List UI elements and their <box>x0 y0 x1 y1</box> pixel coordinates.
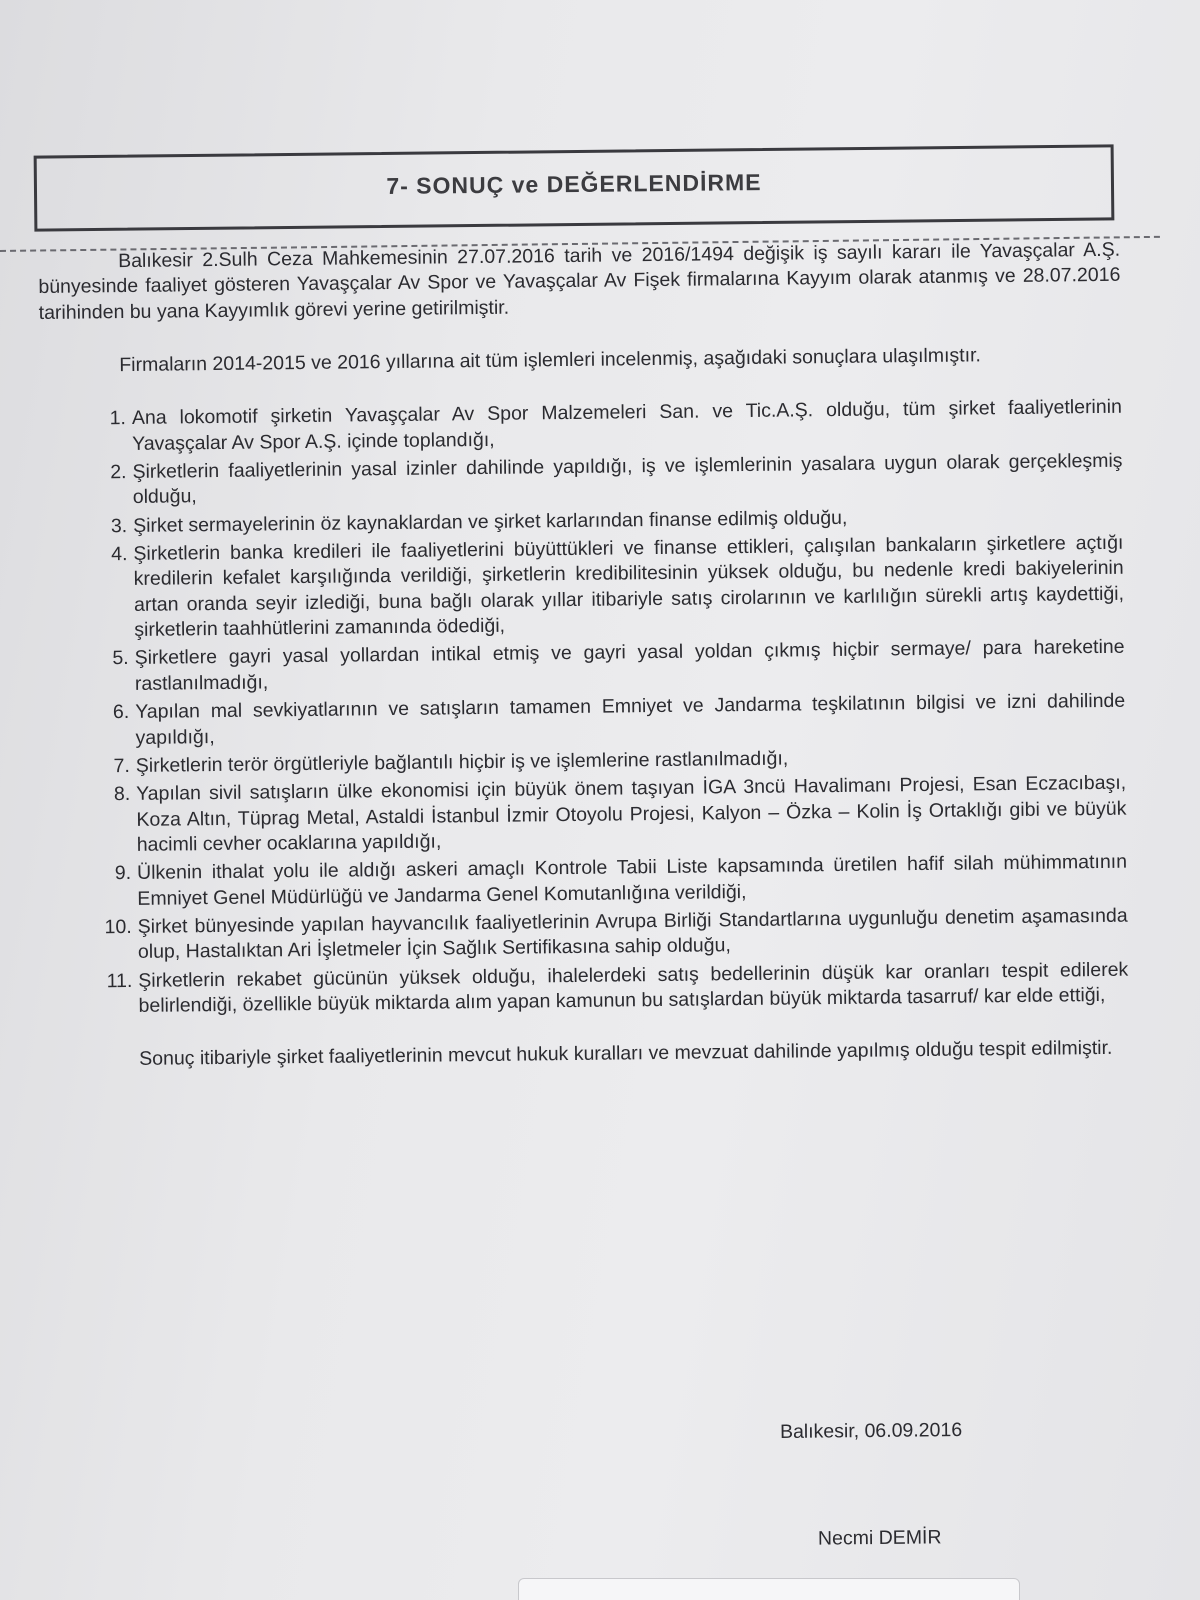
item-text: Şirketlere gayri yasal yollardan intikal etmiş ve gayri yasal yoldan çıkmış hiçbir sermaye/ para hareketine rastlanılmadığı, <box>134 636 1125 695</box>
item-number: 4. <box>111 543 128 566</box>
findings-list <box>40 395 1129 1020</box>
item-number: 3. <box>110 514 128 537</box>
list-item <box>41 531 1124 645</box>
item-number: 7. <box>113 754 130 778</box>
signer-name: Necmi DEMİR <box>817 1526 942 1550</box>
item-number: 11. <box>106 969 133 992</box>
intro-paragraph: Balıkesir 2.Sulh Ceza Mahkemesinin 27.07.2016 tarih ve 2016/1494 değişik iş sayılı kararı ile Yavaşçalar A.Ş. bünyesinde faaliyet gösteren Yavaşçalar Av Spor ve Yavaşçalar Av Fişek firmalarına Kayyım olarak atanmış ve 28.07.2016 tarihinden bu yana Kayyımlık görevi yerine getirilmiştir. <box>38 238 1121 324</box>
item-text: Şirket sermayelerinin öz kaynaklardan ve şirket karlarından finanse edilmiş olduğu, <box>133 506 848 537</box>
item-text: Şirket bünyesinde yapılan hayvancılık faaliyetlerinin Avrupa Birliği Standartlarına uygunluğu denetim aşamasında olup, Hastalıktan Ari İşletmeler İçin Sağlık Sertifikasına sahip olduğu, <box>137 904 1128 964</box>
paper-sticker <box>518 1578 1020 1600</box>
item-number: 8. <box>113 783 131 806</box>
list-item <box>40 395 1123 458</box>
document-body <box>38 238 1129 1074</box>
list-item <box>40 449 1123 512</box>
item-text: Yapılan sivil satışların ülke ekonomisi için büyük önem taşıyan İGA 3ncü Havalimanı Projesi, Esan Eczacıbaşı, Koza Altın, Tüprag Metal, Astaldi İstanbul İzmir Otoyolu Projesi, Kalyon – Özka – Kolin İş Ortaklığı gibi ve büyük hacimli cevher ocaklarına yapıldığı, <box>136 771 1127 856</box>
list-item <box>43 635 1126 698</box>
item-text: Ana lokomotif şirketin Yavaşçalar Av Spor Malzemeleri San. ve Tic.A.Ş. olduğu, tüm şirket faaliyetlerinin Yavaşçalar Av Spor A.Ş. içinde toplandığı, <box>131 396 1122 455</box>
lead-paragraph: Firmaların 2014-2015 ve 2016 yıllarına ait tüm işlemleri incelenmiş, aşağıdaki sonuçlara ulaşılmıştır. <box>119 344 982 377</box>
list-item <box>44 771 1127 859</box>
item-text: Şirketlerin rekabet gücünün yüksek olduğu, ihalelerdeki satış bedellerinin düşük kar oranları tespit edilerek belirlendiği, özellikle büyük miktarda alım yapan kamunun bu satışlardan büyük miktarda tasarruf/ kar elde ettiği, <box>138 958 1129 1017</box>
list-item <box>46 904 1129 967</box>
item-text: Şirketlerin faaliyetlerinin yasal izinler dahilinde yapıldığı, iş ve işlemlerinin yasalara uygun olarak gerçekleşmiş olduğu, <box>132 449 1123 509</box>
item-number: 5. <box>112 647 129 670</box>
list-item <box>45 850 1128 913</box>
item-number: 10. <box>104 915 132 939</box>
conclusion-paragraph: Sonuç itibariyle şirket faaliyetlerinin mevcut hukuk kuralları ve mevzuat dahilinde yapılmış olduğu tespit edilmiştir. <box>139 1037 1113 1071</box>
item-text: Ülkenin ithalat yolu ile aldığı askeri amaçlı Kontrole Tabii Liste kapsamında üretilen hafif silah mühimmatının Emniyet Genel Müdürlüğü ve Jandarma Genel Komutanlığına verildiği, <box>136 850 1128 910</box>
list-item <box>43 689 1126 752</box>
item-text: Şirketlerin terör örgütleriyle bağlantılı hiçbir iş ve işlemlerine rastlanılmadığı, <box>135 747 789 777</box>
item-number: 1. <box>109 407 127 430</box>
place-date: Balıkesir, 06.09.2016 <box>779 1419 963 1443</box>
list-item <box>46 957 1129 1020</box>
item-number: 2. <box>110 461 127 484</box>
item-text: Şirketlerin banka kredileri ile faaliyetlerini büyüttükleri ve finanse ettikleri, çalışılan bankaların şirketlere açtığı kredilerin kefalet karşılığında verildiği, şirketlerin kredibilitesinin yüksek olduğu, bu nedenle kredi bakiyelerinin artan oranda seyir izlediği, buna bağlı olarak yıllar itibariyle satış cirolarının ve karlılığın sürekli artış kaydettiği, şirketlerin taahhütlerini zamanında ödediği, <box>133 531 1125 642</box>
section-title: 7- SONUÇ ve DEĞERLENDİRME <box>386 169 762 199</box>
item-number: 9. <box>114 862 132 885</box>
section-title-box <box>34 144 1115 231</box>
item-number: 6. <box>112 701 130 724</box>
item-text: Yapılan mal sevkiyatlarının ve satışların tamamen Emniyet ve Jandarma teşkilatının bilgisi ve izni dahilinde yapıldığı, <box>135 689 1126 749</box>
